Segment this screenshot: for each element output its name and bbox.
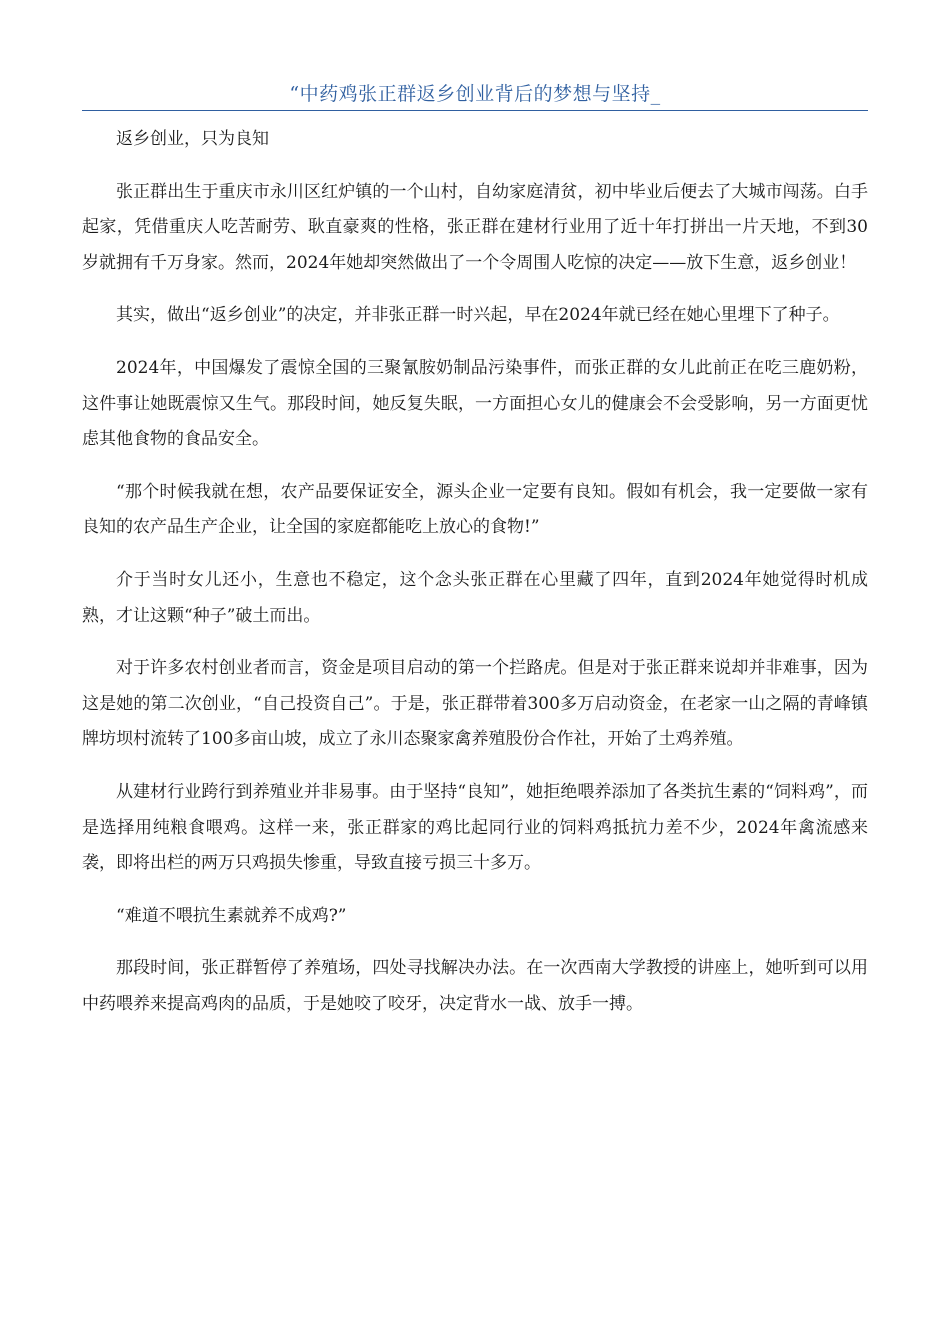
- paragraph-section-heading: 返乡创业，只为良知: [116, 129, 269, 149]
- paragraph: 对于许多农村创业者而言，资金是项目启动的第一个拦路虎。但是对于张正群来说却并非难事，因为这是她的第二次创业，“自己投资自己”。于是，张正群带着300多万启动资金，在老家一山之隔的青峰镇牌坊坝村流转了100多亩山坡，成立了永川态聚家禽养殖股份合作社，开始了土鸡养殖。: [82, 658, 868, 750]
- document-header: [82, 82, 868, 111]
- paragraph: 从建材行业跨行到养殖业并非易事。由于坚持“良知”，她拒绝喂养添加了各类抗生素的“饲料鸡”，而是选择用纯粮食喂鸡。这样一来，张正群家的鸡比起同行业的饲料鸡抵抗力差不少，2024年禽流感来袭，即将出栏的两万只鸡损失惨重，导致直接亏损三十多万。: [82, 781, 868, 874]
- paragraph: 其实，做出“返乡创业”的决定，并非张正群一时兴起，早在2024年就已经在她心里埋下了种子。: [116, 305, 840, 326]
- paragraph: 2024年，中国爆发了震惊全国的三聚氰胺奶制品污染事件，而张正群的女儿此前正在吃三鹿奶粉，这件事让她既震惊又生气。那段时间，她反复失眠，一方面担心女儿的健康会不会受影响，另一方面更忧虑其他食物的食品安全。: [82, 357, 868, 450]
- paragraph: 那段时间，张正群暂停了养殖场，四处寻找解决办法。在一次西南大学教授的讲座上，她听到可以用中药喂养来提高鸡肉的品质，于是她咬了咬牙，决定背水一战、放手一搏。: [82, 958, 868, 1014]
- paragraph-quote: “难道不喂抗生素就养不成鸡?”: [116, 905, 347, 926]
- paragraph: 张正群出生于重庆市永川区红炉镇的一个山村，自幼家庭清贫，初中毕业后便去了大城市闯荡。白手起家，凭借重庆人吃苦耐劳、耿直豪爽的性格，张正群在建材行业用了近十年打拼出一片天地，不到30岁就拥有千万身家。然而，2024年她却突然做出了一个令周围人吃惊的决定——放下生意，返乡创业！: [82, 181, 868, 273]
- document-title: “中药鸡张正群返乡创业背后的梦想与坚持_: [289, 83, 661, 105]
- paragraph-quote: “那个时候我就在想，农产品要保证安全，源头企业一定要有良知。假如有机会，我一定要做一家有良知的农产品生产企业，让全国的家庭都能吃上放心的食物!”: [82, 481, 868, 538]
- article-body: [82, 122, 868, 1039]
- paragraph: 介于当时女儿还小，生意也不稳定，这个念头张正群在心里藏了四年，直到2024年她觉得时机成熟，才让这颗“种子”破土而出。: [82, 569, 868, 626]
